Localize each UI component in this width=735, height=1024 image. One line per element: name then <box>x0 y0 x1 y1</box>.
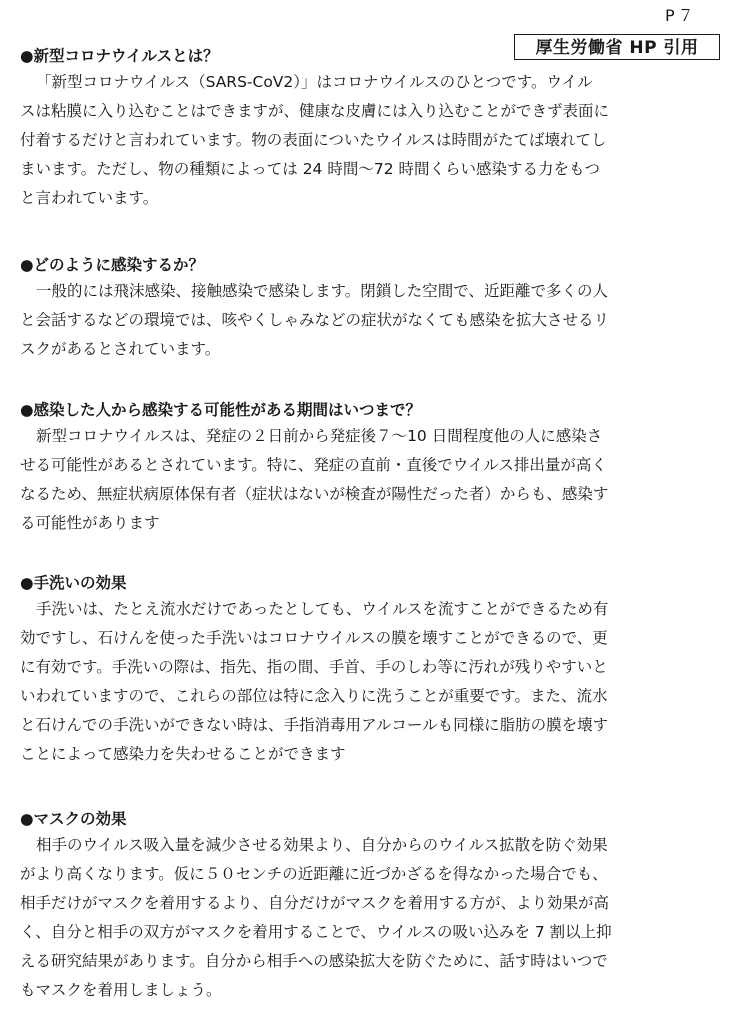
section-how-infection-spreads <box>20 253 725 364</box>
paragraph-line: がより高くなります。仮に５０センチの近距離に近づかざるを得なかった場合でも、 <box>20 865 608 883</box>
paragraph-line: 「新型コロナウイルス（SARS-CoV2）」はコロナウイルスのひとつです。ウイル <box>36 73 593 91</box>
source-label: 厚生労働省 HP 引用 <box>514 34 720 60</box>
section-heading: ●新型コロナウイルスとは？ <box>20 47 219 65</box>
paragraph-line: 相手だけがマスクを着用するより、自分だけがマスクを着用する方が、より効果が高 <box>20 894 610 912</box>
paragraph-line: スは粘膜に入り込むことはできますが、健康な皮膚には入り込むことができず表面に <box>20 102 610 120</box>
paragraph-line: スクがあるとされています。 <box>20 340 221 358</box>
section-heading: ●マスクの効果 <box>20 810 127 828</box>
paragraph-line: せる可能性があるとされています。特に、発症の直前・直後でウイルス排出量が高く <box>20 456 607 474</box>
section-mask-effect <box>20 807 725 1005</box>
page-number: P７ <box>665 6 697 25</box>
paragraph-line: 相手のウイルス吸入量を減少させる効果より、自分からのウイルス拡散を防ぐ効果 <box>36 836 608 854</box>
paragraph-line: と石けんでの手洗いができない時は、手指消毒用アルコールも同様に脂肪の膜を壊す <box>20 716 609 734</box>
paragraph-line: ことによって感染力を失わせることができます <box>20 745 346 763</box>
paragraph-line: 一般的には飛沫感染、接触感染で感染します。閉鎖した空間で、近距離で多くの人 <box>36 282 608 300</box>
paragraph-line: に有効です。手洗いの際は、指先、指の間、手首、手のしわ等に汚れが残りやすいと <box>20 658 608 676</box>
paragraph-line: 新型コロナウイルスは、発症の２日前から発症後７～10 日間程度他の人に感染さ <box>36 427 603 445</box>
paragraph-line: もマスクを着用しましょう。 <box>20 981 222 999</box>
paragraph-line: まいます。ただし、物の種類によっては 24 時間～72 時間くらい感染する力をもつ <box>20 160 600 178</box>
paragraph-line: く、自分と相手の双方がマスクを着用することで、ウイルスの吸い込みを 7 割以上抑 <box>20 923 612 941</box>
section-infectious-period <box>20 398 725 538</box>
paragraph-line: と会話するなどの環境では、咳やくしゃみなどの症状がなくても感染を拡大させるリ <box>20 311 610 329</box>
paragraph-line: える研究結果があります。自分から相手への感染拡大を防ぐために、話す時はいつで <box>20 952 608 970</box>
paragraph-line: 効ですし、石けんを使った手洗いはコロナウイルスの膜を壊すことができるので、更 <box>20 629 608 647</box>
paragraph-line: 付着するだけと言われています。物の表面についたウイルスは時間がたてば壊れてし <box>20 131 607 149</box>
section-heading: ●感染した人から感染する可能性がある期間はいつまで？ <box>20 401 422 419</box>
section-handwashing-effect <box>20 571 725 769</box>
paragraph-line: る可能性があります <box>20 514 160 532</box>
paragraph-line: と言われています。 <box>20 189 159 207</box>
paragraph-line: いわれていますので、これらの部位は特に念入りに洗うことが重要です。また、流水 <box>20 687 608 705</box>
paragraph-line: なるため、無症状病原体保有者（症状はないが検査が陽性だった者）からも、感染す <box>20 485 609 503</box>
paragraph-line: 手洗いは、たとえ流水だけであったとしても、ウイルスを流すことができるため有 <box>36 600 609 618</box>
section-what-is-coronavirus <box>20 44 725 213</box>
section-heading: ●どのように感染するか？ <box>20 256 205 274</box>
section-heading: ●手洗いの効果 <box>20 574 127 592</box>
